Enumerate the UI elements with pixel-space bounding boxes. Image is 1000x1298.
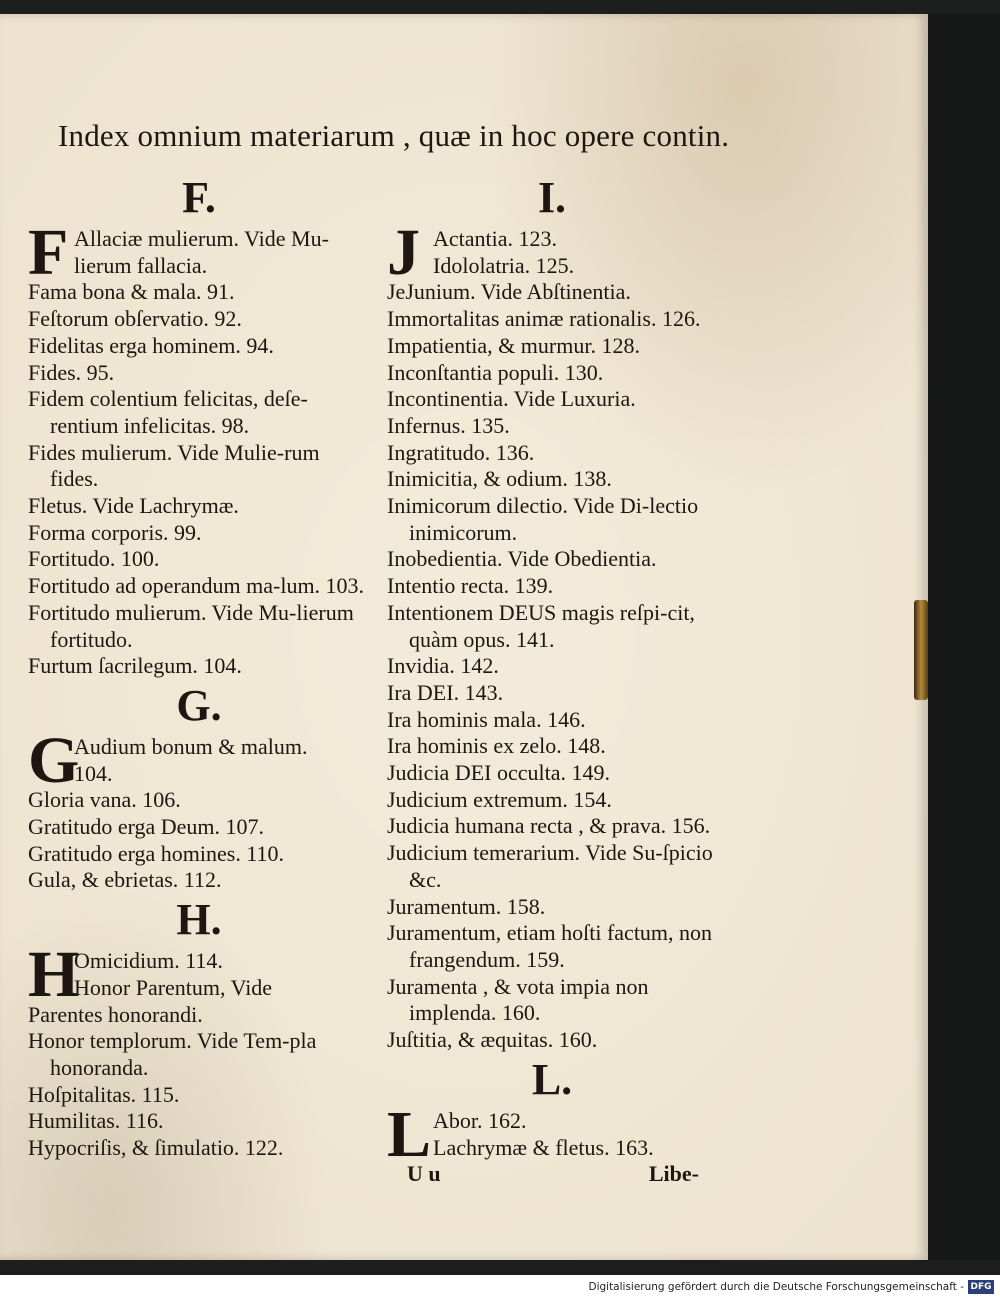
first-entry-line: Omicidium. 114. xyxy=(74,948,223,974)
first-entry-i xyxy=(387,216,717,289)
index-entry: Judicia DEI occulta. 149. xyxy=(387,760,610,786)
book-clasp xyxy=(914,600,928,700)
first-entry-line: Honor Parentum, Vide xyxy=(74,974,273,1000)
first-entry-line: Allaciæ mulierum. Vide Mu- xyxy=(74,226,329,251)
dropcap-l: L xyxy=(387,1097,432,1171)
first-entry-line: Audium bonum & malum. xyxy=(74,733,308,759)
index-entry: Inimicitia, & odium. 138. xyxy=(387,466,612,492)
index-entry: Ingratitudo. 136. xyxy=(387,439,535,465)
index-entry: Gloria vana. 106. xyxy=(28,787,181,813)
catchword-line xyxy=(387,1161,717,1188)
book-page xyxy=(0,14,928,1260)
index-entry: Fidem colentium felicitas, deſe-rentium infelicitas. 98. xyxy=(28,386,308,438)
index-entry: Fletus. Vide Lachrymæ. xyxy=(28,493,239,519)
index-entry: JeJunium. Vide Abſtinentia. xyxy=(387,279,631,305)
page-title: Index omnium materiarum , quæ in hoc opere contin. xyxy=(58,118,730,153)
index-entry: Judicium temerarium. Vide Su-ſpicio &c. xyxy=(387,840,713,892)
index-entry: Gratitudo erga Deum. 107. xyxy=(28,814,265,840)
letter-heading-g: G. xyxy=(176,680,222,730)
index-entry: Fides. 95. xyxy=(28,359,115,385)
dropcap-g: G xyxy=(28,723,80,797)
index-entry: Immortalitas animæ rationalis. 126. xyxy=(387,306,701,332)
index-entry: Fidelitas erga hominem. 94. xyxy=(28,332,274,358)
first-entry-h xyxy=(28,938,370,1012)
index-entry: Judicia humana recta , & prava. 156. xyxy=(387,813,711,839)
first-entry-line: Lachrymæ & fletus. 163. xyxy=(433,1134,654,1160)
catchword: Libe- xyxy=(648,1161,699,1187)
index-entry: Gula, & ebrietas. 112. xyxy=(28,867,222,893)
index-entry: Inconſtantia populi. 130. xyxy=(387,359,604,385)
index-entry: Inobedientia. Vide Obedientia. xyxy=(387,546,657,572)
funding-credit: Digitalisierung gefördert durch die Deutsche Forschungsgemeinschaft - xyxy=(588,1281,964,1293)
index-entry: Ira DEI. 143. xyxy=(387,679,504,705)
index-entry: Hoſpitalitas. 115. xyxy=(28,1081,180,1107)
index-entry: Honor templorum. Vide Tem-pla honoranda. xyxy=(28,1028,317,1080)
index-entry: Juramentum, etiam hoſti factum, non frangendum. 159. xyxy=(387,920,713,972)
first-entry-line: 104. xyxy=(74,760,113,786)
index-entry: Intentionem DEUS magis reſpi-cit, quàm opus. 141. xyxy=(387,599,695,652)
index-entry: Fortitudo. 100. xyxy=(28,546,160,572)
index-entry: Ira hominis ex zelo. 148. xyxy=(387,733,606,759)
letter-heading-f: F. xyxy=(182,173,216,222)
index-entry: Inimicorum dilectio. Vide Di-lectio inimicorum. xyxy=(387,493,699,545)
index-entry: Ira hominis mala. 146. xyxy=(387,706,586,732)
index-entry: Impatientia, & murmur. 128. xyxy=(387,332,640,358)
letter-heading-i: I. xyxy=(537,173,567,222)
index-column-right xyxy=(387,172,717,1188)
index-entry: Juſtitia, & æquitas. 160. xyxy=(387,1027,598,1053)
letter-heading-l: L. xyxy=(531,1054,573,1104)
index-column-left xyxy=(28,172,370,1162)
first-entry-f xyxy=(28,216,370,289)
first-entry-line: lierum fallacia. xyxy=(74,252,208,278)
signature-mark: U u xyxy=(407,1161,441,1187)
first-entry-line: Actantia. 123. xyxy=(433,226,558,251)
first-entry-line: Idololatria. 125. xyxy=(433,252,575,278)
index-entry: Fortitudo mulierum. Vide Mu-lierum fortitudo. xyxy=(28,599,354,652)
index-entry: Hypocriſis, & ſimulatio. 122. xyxy=(28,1135,284,1161)
first-entry-g xyxy=(28,723,370,797)
index-entry: Juramentum. 158. xyxy=(387,893,546,919)
first-entry-line: Abor. 162. xyxy=(433,1107,527,1133)
index-entry: Fama bona & mala. 91. xyxy=(28,279,235,305)
index-entry: Furtum ſacrilegum. 104. xyxy=(28,653,242,679)
index-entry: Judicium extremum. 154. xyxy=(387,786,612,812)
index-entry: Fides mulierum. Vide Mulie-rum fides. xyxy=(28,439,320,492)
index-entry: Invidia. 142. xyxy=(387,653,499,679)
dfg-logo-icon: DFG xyxy=(968,1280,994,1294)
index-entry: Incontinentia. Vide Luxuria. xyxy=(387,386,636,412)
index-entry: Feſtorum obſervatio. 92. xyxy=(28,306,242,332)
index-entry: Juramenta , & vota impia non implenda. 160. xyxy=(387,973,649,1026)
dropcap-h: H xyxy=(28,938,80,1012)
index-entry: Gratitudo erga homines. 110. xyxy=(28,840,285,866)
first-entry-l xyxy=(387,1097,717,1171)
index-entry: Humilitas. 116. xyxy=(28,1108,164,1134)
letter-heading-h: H. xyxy=(176,895,222,945)
index-entry: Forma corporis. 99. xyxy=(28,519,202,545)
index-entry: Fortitudo ad operandum ma-lum. 103. xyxy=(28,573,365,599)
index-entry: Infernus. 135. xyxy=(387,412,510,438)
index-entry: Intentio recta. 139. xyxy=(387,573,554,599)
dropcap-j: J xyxy=(387,216,420,289)
page-edge-shadow xyxy=(928,14,1000,1260)
dropcap-f: F xyxy=(28,216,69,289)
index-entry: Parentes honorandi. xyxy=(28,1001,203,1027)
